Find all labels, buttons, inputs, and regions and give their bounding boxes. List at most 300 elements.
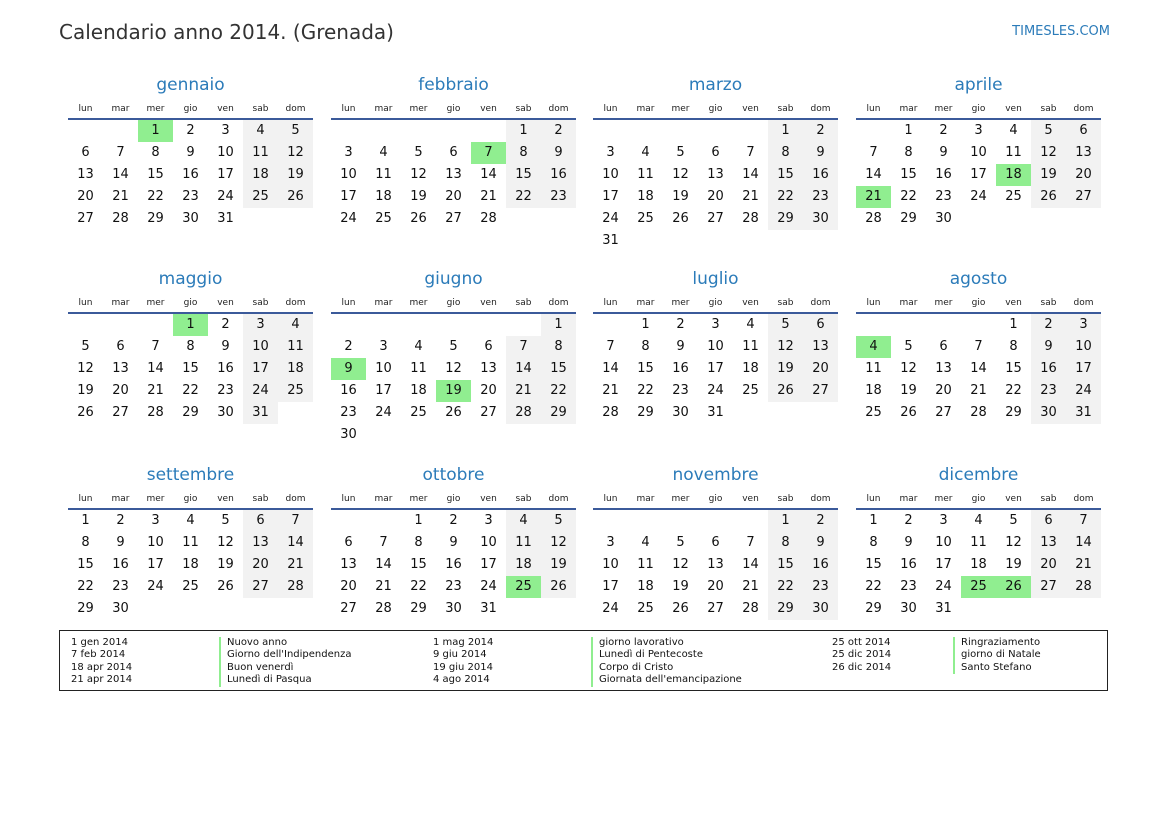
day-cell: 14 [602,361,619,376]
empty-day [698,230,733,252]
holiday-name: giorno di Natale [953,649,1041,661]
weekend-day: 15 [768,554,803,576]
day-cell: 24 [602,601,619,616]
empty-day [891,314,926,336]
week-row [331,358,576,380]
holiday-dates-column [433,637,493,687]
weekday-label: gio [446,104,461,114]
empty-day [471,120,506,142]
day-cell: 26 [900,405,917,420]
weekend-day: 5 [541,510,576,532]
day-cell: 23 [935,189,952,204]
day-cell: 11 [637,557,654,572]
day-cell: 19 [672,579,689,594]
week-row [68,358,313,380]
day-cell: 7 [116,145,125,160]
day-cell: 2 [449,513,458,528]
week-row [593,142,838,164]
week-row [331,336,576,358]
empty-day [733,120,768,142]
month-settembre [68,464,313,620]
day-cell: 17 [375,383,392,398]
weekday-label: dom [285,494,306,504]
day-cell: 26 [410,211,427,226]
day-cell: 4 [414,339,423,354]
empty-day [366,120,401,142]
day-cell: 27 [340,601,357,616]
holiday-name: Ringraziamento [953,637,1041,649]
day-cell: 21 [602,383,619,398]
month-ottobre [331,464,576,620]
week-row [593,576,838,598]
day-cell: 30 [217,405,234,420]
weekday-label: mar [636,104,655,114]
day-cell: 1 [414,513,423,528]
day-cell: 14 [147,361,164,376]
day-cell: 28 [375,601,392,616]
day-cell: 23 [900,579,917,594]
day-cell: 27 [707,211,724,226]
weekday-label: mer [934,298,953,308]
weekday-label: gio [183,298,198,308]
weekday-label: lun [603,104,618,114]
weekend-day: 14 [506,358,541,380]
weekend-day: 12 [768,336,803,358]
week-row [331,402,576,424]
weekday-label: ven [217,494,234,504]
day-cell: 22 [410,579,427,594]
empty-day [173,598,208,620]
weekend-day: 22 [541,380,576,402]
holiday-date: 7 feb 2014 [71,649,126,661]
weekday-label: mer [671,298,690,308]
empty-day [506,208,541,230]
holiday-name: Lunedì di Pentecoste [591,649,742,661]
day-cell: 2 [939,123,948,138]
day-cell: 29 [637,405,654,420]
week-row [68,208,313,230]
empty-day [803,402,838,424]
weekday-label: mer [146,104,165,114]
week-row [593,164,838,186]
weekend-day: 17 [243,358,278,380]
empty-day [663,510,698,532]
empty-day [733,230,768,252]
month-days-grid [593,492,838,620]
weekend-day: 21 [506,380,541,402]
month-title: aprile [954,75,1003,95]
day-cell: 15 [410,557,427,572]
day-cell: 15 [900,167,917,182]
empty-day [628,120,663,142]
day-cell: 20 [77,189,94,204]
weekday-label: dom [1073,298,1094,308]
month-febbraio [331,74,576,230]
holiday-name: Giornata dell'emancipazione [591,674,742,686]
weekday-label: mer [671,104,690,114]
empty-day [278,402,313,424]
month-title: settembre [146,465,235,485]
day-cell: 13 [707,167,724,182]
weekday-label: lun [341,494,356,504]
weekend-day: 1 [768,510,803,532]
day-cell: 22 [637,383,654,398]
weekday-label: mer [146,494,165,504]
weekend-day: 6 [1031,510,1066,532]
month-days-grid [331,296,576,446]
day-cell: 24 [217,189,234,204]
weekday-label: dom [548,298,569,308]
weekend-day: 30 [1031,402,1066,424]
weekend-day: 16 [803,554,838,576]
day-cell: 16 [445,557,462,572]
empty-day [1066,208,1101,230]
month-days-grid [856,492,1101,620]
month-title: ottobre [422,465,485,485]
weekend-day: 27 [1031,576,1066,598]
weekend-day: 22 [506,186,541,208]
empty-day [593,510,628,532]
week-row [68,576,313,598]
week-row [68,120,313,142]
day-cell: 6 [711,535,720,550]
week-row [856,142,1101,164]
day-cell: 15 [637,361,654,376]
month-days-grid [68,296,313,424]
day-cell: 12 [1005,535,1022,550]
day-cell: 8 [151,145,160,160]
weekday-label: gio [183,494,198,504]
day-cell: 27 [480,405,497,420]
weekend-day: 12 [1031,142,1066,164]
weekday-label: mer [146,298,165,308]
day-cell: 14 [865,167,882,182]
day-cell: 13 [112,361,129,376]
week-row [856,164,1101,186]
empty-day [733,510,768,532]
weekday-label: mer [671,494,690,504]
empty-day [926,314,961,336]
weekday-label: sab [1040,104,1057,114]
weekday-label: ven [480,298,497,308]
week-row [856,380,1101,402]
day-cell: 14 [742,167,759,182]
empty-day [401,120,436,142]
weekend-day: 1 [768,120,803,142]
empty-day [698,510,733,532]
day-cell: 25 [375,211,392,226]
day-cell: 17 [340,189,357,204]
month-days-grid [593,296,838,424]
day-cell: 13 [445,167,462,182]
weekday-label: sab [777,494,794,504]
week-row [593,336,838,358]
weekend-day: 25 [243,186,278,208]
month-days-grid [856,102,1101,230]
day-cell: 17 [970,167,987,182]
weekend-day: 15 [768,164,803,186]
week-row [593,358,838,380]
weekend-day: 4 [506,510,541,532]
day-cell: 20 [707,189,724,204]
week-row [593,510,838,532]
month-title: marzo [688,75,743,95]
week-row [68,142,313,164]
day-cell: 30 [900,601,917,616]
weekend-day: 5 [278,120,313,142]
day-cell: 2 [116,513,125,528]
week-row [856,598,1101,620]
day-cell: 5 [676,145,685,160]
day-cell: 25 [410,405,427,420]
weekday-label: mer [409,298,428,308]
day-cell: 13 [707,557,724,572]
day-cell: 25 [637,601,654,616]
week-row [331,186,576,208]
day-cell: 23 [217,383,234,398]
weekend-day: 2 [803,510,838,532]
empty-day [663,120,698,142]
empty-day [68,120,103,142]
day-cell: 12 [410,167,427,182]
empty-day [996,208,1031,230]
day-cell: 19 [1005,557,1022,572]
empty-day [541,424,576,446]
month-days-grid [331,102,576,230]
weekend-day: 26 [541,576,576,598]
empty-day [996,598,1031,620]
weekend-day: 7 [506,336,541,358]
day-cell: 9 [221,339,230,354]
week-row [331,532,576,554]
weekend-day: 5 [768,314,803,336]
weekend-day: 11 [243,142,278,164]
weekday-label: lun [341,104,356,114]
weekend-day: 16 [803,164,838,186]
day-cell: 27 [935,405,952,420]
empty-day [663,230,698,252]
holiday-day: 4 [856,336,891,358]
day-cell: 2 [344,339,353,354]
weekend-day: 13 [243,532,278,554]
empty-day [768,230,803,252]
weekday-label: dom [285,298,306,308]
weekend-day: 26 [1031,186,1066,208]
weekday-label: lun [603,494,618,504]
empty-day [593,120,628,142]
day-cell: 11 [637,167,654,182]
weekend-day: 14 [1066,532,1101,554]
day-cell: 23 [445,579,462,594]
empty-day [628,230,663,252]
day-cell: 3 [484,513,493,528]
day-cell: 7 [746,535,755,550]
month-title: agosto [949,269,1008,289]
week-row [856,554,1101,576]
day-cell: 2 [904,513,913,528]
weekend-day: 18 [506,554,541,576]
week-row [68,380,313,402]
day-cell: 16 [935,167,952,182]
holiday-date: 18 apr 2014 [71,661,133,673]
day-cell: 12 [672,167,689,182]
week-row [68,164,313,186]
day-cell: 1 [81,513,90,528]
weekday-label: sab [252,298,269,308]
weekend-day: 29 [768,208,803,230]
weekday-label: lun [78,298,93,308]
weekend-day: 30 [803,208,838,230]
week-row [331,554,576,576]
weekday-label: mer [409,494,428,504]
day-cell: 18 [182,557,199,572]
weekday-label: ven [480,104,497,114]
week-row [593,230,838,252]
day-cell: 27 [707,601,724,616]
weekday-header [68,296,313,314]
empty-day [506,314,541,336]
month-novembre [593,464,838,620]
empty-day [103,120,138,142]
weekend-day: 23 [803,186,838,208]
day-cell: 15 [147,167,164,182]
holiday-date: 4 ago 2014 [433,674,490,686]
weekday-label: mer [934,494,953,504]
day-cell: 21 [147,383,164,398]
day-cell: 24 [935,579,952,594]
weekday-label: lun [603,298,618,308]
holiday-dates-column [71,637,132,687]
day-cell: 5 [676,535,685,550]
empty-day [436,424,471,446]
weekday-label: mar [899,104,918,114]
day-cell: 20 [112,383,129,398]
holiday-name: giorno lavorativo [591,637,742,649]
weekday-label: lun [866,104,881,114]
day-cell: 9 [904,535,913,550]
day-cell: 8 [641,339,650,354]
day-cell: 18 [970,557,987,572]
weekend-day: 8 [768,142,803,164]
day-cell: 12 [217,535,234,550]
weekend-day: 10 [243,336,278,358]
site-link[interactable]: TIMESLES.COM [1012,24,1110,39]
day-cell: 10 [340,167,357,182]
week-row [856,314,1101,336]
weekday-label: sab [1040,494,1057,504]
weekend-day: 23 [541,186,576,208]
day-cell: 21 [742,579,759,594]
weekday-label: mar [899,298,918,308]
day-cell: 23 [672,383,689,398]
day-cell: 4 [641,535,650,550]
weekday-label: mar [111,104,130,114]
holiday-date: 25 dic 2014 [832,649,892,661]
day-cell: 16 [182,167,199,182]
weekday-label: ven [742,298,759,308]
weekday-label: mar [374,104,393,114]
day-cell: 3 [151,513,160,528]
empty-day [138,598,173,620]
weekday-header [856,102,1101,120]
weekend-day: 4 [278,314,313,336]
day-cell: 16 [340,383,357,398]
day-cell: 20 [707,579,724,594]
day-cell: 4 [1009,123,1018,138]
day-cell: 31 [935,601,952,616]
day-cell: 15 [77,557,94,572]
weekday-header [331,296,576,314]
day-cell: 28 [742,211,759,226]
weekday-label: dom [810,298,831,308]
week-row [331,164,576,186]
day-cell: 8 [1009,339,1018,354]
weekday-label: lun [78,104,93,114]
day-cell: 6 [449,145,458,160]
day-cell: 3 [606,535,615,550]
day-cell: 24 [375,405,392,420]
day-cell: 24 [970,189,987,204]
weekday-label: dom [810,494,831,504]
day-cell: 18 [410,383,427,398]
weekend-day: 4 [243,120,278,142]
day-cell: 21 [970,383,987,398]
day-cell: 13 [480,361,497,376]
weekday-label: mer [409,104,428,114]
weekend-day: 9 [803,142,838,164]
week-row [68,336,313,358]
holiday-day: 19 [436,380,471,402]
weekend-day: 20 [1066,164,1101,186]
day-cell: 8 [414,535,423,550]
holiday-name: Buon venerdì [219,662,352,674]
day-cell: 6 [484,339,493,354]
weekend-day: 17 [1066,358,1101,380]
day-cell: 11 [742,339,759,354]
weekday-label: ven [1005,298,1022,308]
day-cell: 4 [186,513,195,528]
weekday-label: dom [810,104,831,114]
weekday-label: sab [515,104,532,114]
weekend-day: 19 [1031,164,1066,186]
holiday-name: Giorno dell'Indipendenza [219,649,352,661]
day-cell: 8 [869,535,878,550]
empty-day [138,314,173,336]
day-cell: 1 [1009,317,1018,332]
day-cell: 10 [602,557,619,572]
weekend-day: 27 [803,380,838,402]
holiday-day: 25 [961,576,996,598]
week-row [593,314,838,336]
day-cell: 6 [81,145,90,160]
month-luglio [593,268,838,424]
day-cell: 30 [182,211,199,226]
day-cell: 29 [1005,405,1022,420]
day-cell: 12 [900,361,917,376]
weekday-label: mar [111,494,130,504]
weekend-day: 14 [278,532,313,554]
day-cell: 30 [340,427,357,442]
day-cell: 18 [637,579,654,594]
weekday-label: dom [548,104,569,114]
empty-day [436,314,471,336]
day-cell: 28 [480,211,497,226]
day-cell: 18 [637,189,654,204]
weekend-day: 7 [1066,510,1101,532]
day-cell: 9 [939,145,948,160]
empty-day [803,230,838,252]
empty-day [278,208,313,230]
